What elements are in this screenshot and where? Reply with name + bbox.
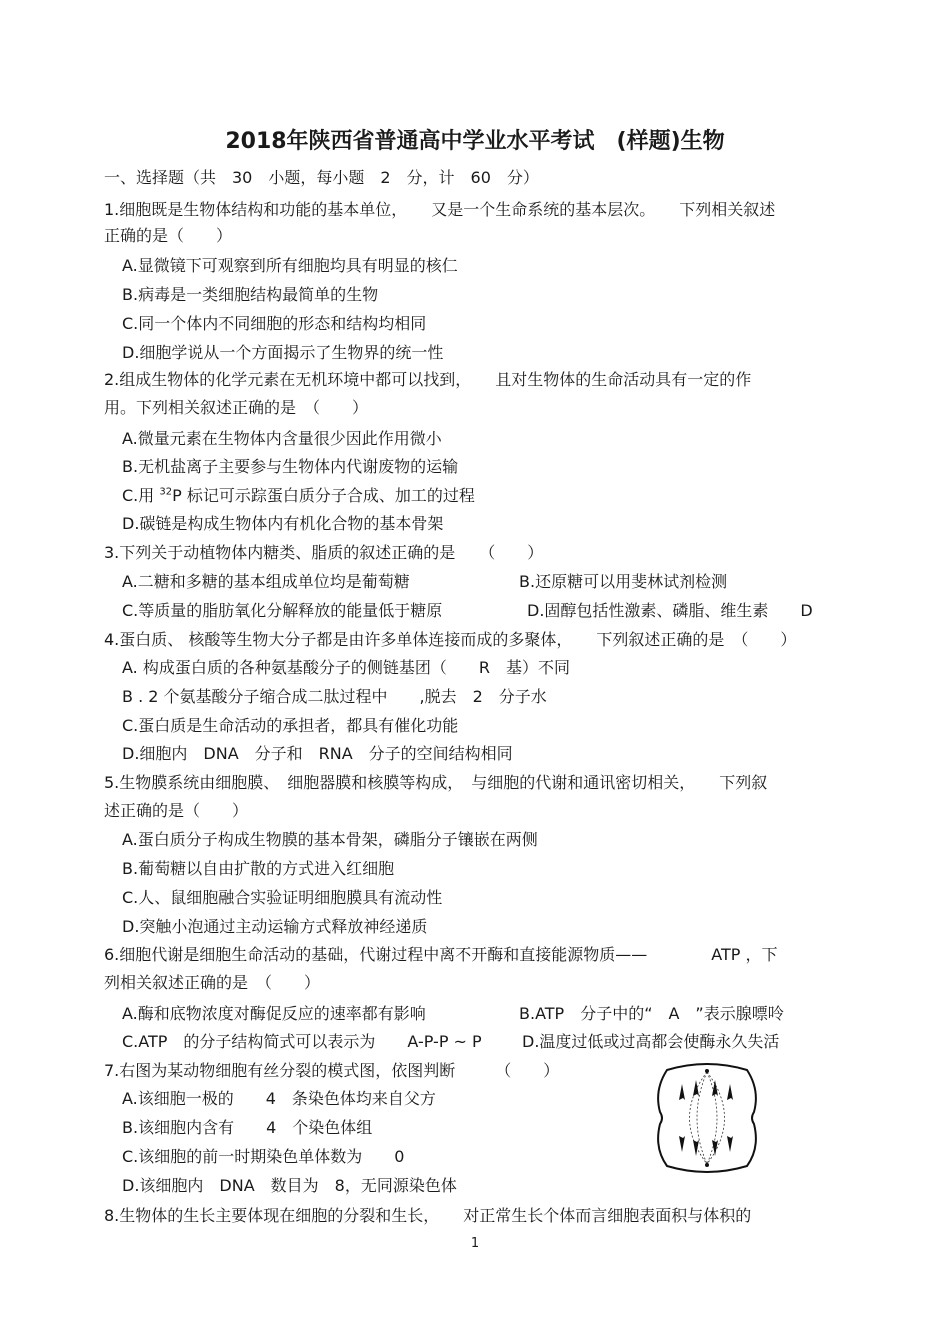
question-1-option-a: A.显微镜下可观察到所有细胞均具有明显的核仁 — [122, 256, 458, 275]
question-2-option-b: B.无机盐离子主要参与生物体内代谢废物的运输 — [122, 457, 459, 476]
question-5-option-d: D.突触小泡通过主动运输方式释放神经递质 — [122, 917, 428, 936]
question-1-stem: 1.细胞既是生物体结构和功能的基本单位， 又是一个生命系统的基本层次。 下列相关叙述 — [104, 200, 776, 219]
question-4-option-a: A. 构成蛋白质的各种氨基酸分子的侧链基团（ R 基）不同 — [122, 658, 570, 677]
question-5-option-c: C.人、鼠细胞融合实验证明细胞膜具有流动性 — [122, 888, 443, 907]
question-8-stem: 8.生物体的生长主要体现在细胞的分裂和生长， 对正常生长个体而言细胞表面积与体积的 — [104, 1206, 752, 1225]
question-3-option-d: D.固醇包括性激素、磷脂、维生素 D — [527, 601, 813, 620]
question-4-stem: 4.蛋白质、 核酸等生物大分子都是由许多单体连接而成的多聚体， 下列叙述正确的是 （ ） — [104, 630, 797, 649]
question-6-stem-cont: 列相关叙述正确的是 （ ） — [104, 973, 321, 992]
question-5-stem: 5.生物膜系统由细胞膜、 细胞器膜和核膜等构成， 与细胞的代谢和通讯密切相关， 下列叙 — [104, 773, 768, 792]
question-7-option-c: C.该细胞的前一时期染色单体数为 0 — [122, 1147, 405, 1166]
question-6-option-c: C.ATP 的分子结构简式可以表示为 A-P-P ~ P — [122, 1032, 482, 1051]
question-2-option-c — [122, 486, 475, 506]
spindle-fibers — [690, 1072, 725, 1164]
question-1-option-c: C.同一个体内不同细胞的形态和结构均相同 — [122, 314, 427, 333]
question-4-option-c: C.蛋白质是生命活动的承担者，都具有催化功能 — [122, 716, 459, 735]
lower-pole-chromosomes — [679, 1136, 733, 1156]
upper-pole-chromosomes — [679, 1080, 733, 1100]
question-5-stem-cont: 述正确的是（ ） — [104, 801, 249, 820]
question-1-stem-cont: 正确的是（ ） — [104, 226, 233, 245]
question-1-option-b: B.病毒是一类细胞结构最简单的生物 — [122, 285, 379, 304]
page-number: 1 — [470, 1236, 480, 1251]
upper-centrosome — [705, 1069, 709, 1073]
question-3-option-a: A.二糖和多糖的基本组成单位均是葡萄糖 — [122, 572, 410, 591]
question-4-option-d: D.细胞内 DNA 分子和 RNA 分子的空间结构相同 — [122, 744, 513, 763]
question-7-stem: 7.右图为某动物细胞有丝分裂的模式图，依图判断 （ ） — [104, 1061, 560, 1080]
question-1-option-d: D.细胞学说从一个方面揭示了生物界的统一性 — [122, 343, 444, 362]
question-2-option-d: D.碳链是构成生物体内有机化合物的基本骨架 — [122, 514, 444, 533]
question-7-option-d: D.该细胞内 DNA 数目为 8，无同源染色体 — [122, 1176, 457, 1195]
mitosis-cell-figure — [652, 1062, 762, 1174]
cell-membrane — [658, 1064, 756, 1172]
question-3-option-c: C.等质量的脂肪氧化分解释放的能量低于糖原 — [122, 601, 443, 620]
question-4-option-b: B . 2 个氨基酸分子缩合成二肽过程中 ,脱去 2 分子水 — [122, 687, 547, 706]
question-3-option-b: B.还原糖可以用斐林试剂检测 — [519, 572, 728, 591]
question-7-option-b: B.该细胞内含有 4 个染色体组 — [122, 1118, 373, 1137]
question-2-stem-cont: 用。下列相关叙述正确的是 （ ） — [104, 398, 369, 417]
question-6-option-b: B.ATP 分子中的“ A ”表示腺嘌呤 — [519, 1004, 784, 1023]
question-5-option-b: B.葡萄糖以自由扩散的方式进入红细胞 — [122, 859, 395, 878]
isotope-superscript: 32 — [159, 486, 173, 498]
question-6-option-d: D.温度过低或过高都会使酶永久失活 — [522, 1032, 780, 1051]
section-heading: 一、选择题（共 30 小题，每小题 2 分，计 60 分） — [104, 168, 539, 187]
option-c-text: P 标记可示踪蛋白质分子合成、加工的过程 — [172, 486, 475, 505]
question-6-option-a: A.酶和底物浓度对酶促反应的速率都有影响 — [122, 1004, 426, 1023]
document-title: 2018年陕西省普通高中学业水平考试 (样题)生物 — [225, 129, 725, 154]
option-c-prefix: C.用 — [122, 486, 160, 505]
question-7-option-a: A.该细胞一极的 4 条染色体均来自父方 — [122, 1089, 436, 1108]
lower-centrosome — [705, 1163, 709, 1167]
question-6-stem: 6.细胞代谢是细胞生命活动的基础，代谢过程中离不开酶和直接能源物质—— ATP ，下 — [104, 945, 778, 964]
question-5-option-a: A.蛋白质分子构成生物膜的基本骨架，磷脂分子镶嵌在两侧 — [122, 830, 538, 849]
question-2-stem: 2.组成生物体的化学元素在无机环境中都可以找到， 且对生物体的生命活动具有一定的作 — [104, 370, 752, 389]
question-2-option-a: A.微量元素在生物体内含量很少因此作用微小 — [122, 429, 442, 448]
question-3-stem: 3.下列关于动植物体内糖类、脂质的叙述正确的是 （ ） — [104, 543, 544, 562]
